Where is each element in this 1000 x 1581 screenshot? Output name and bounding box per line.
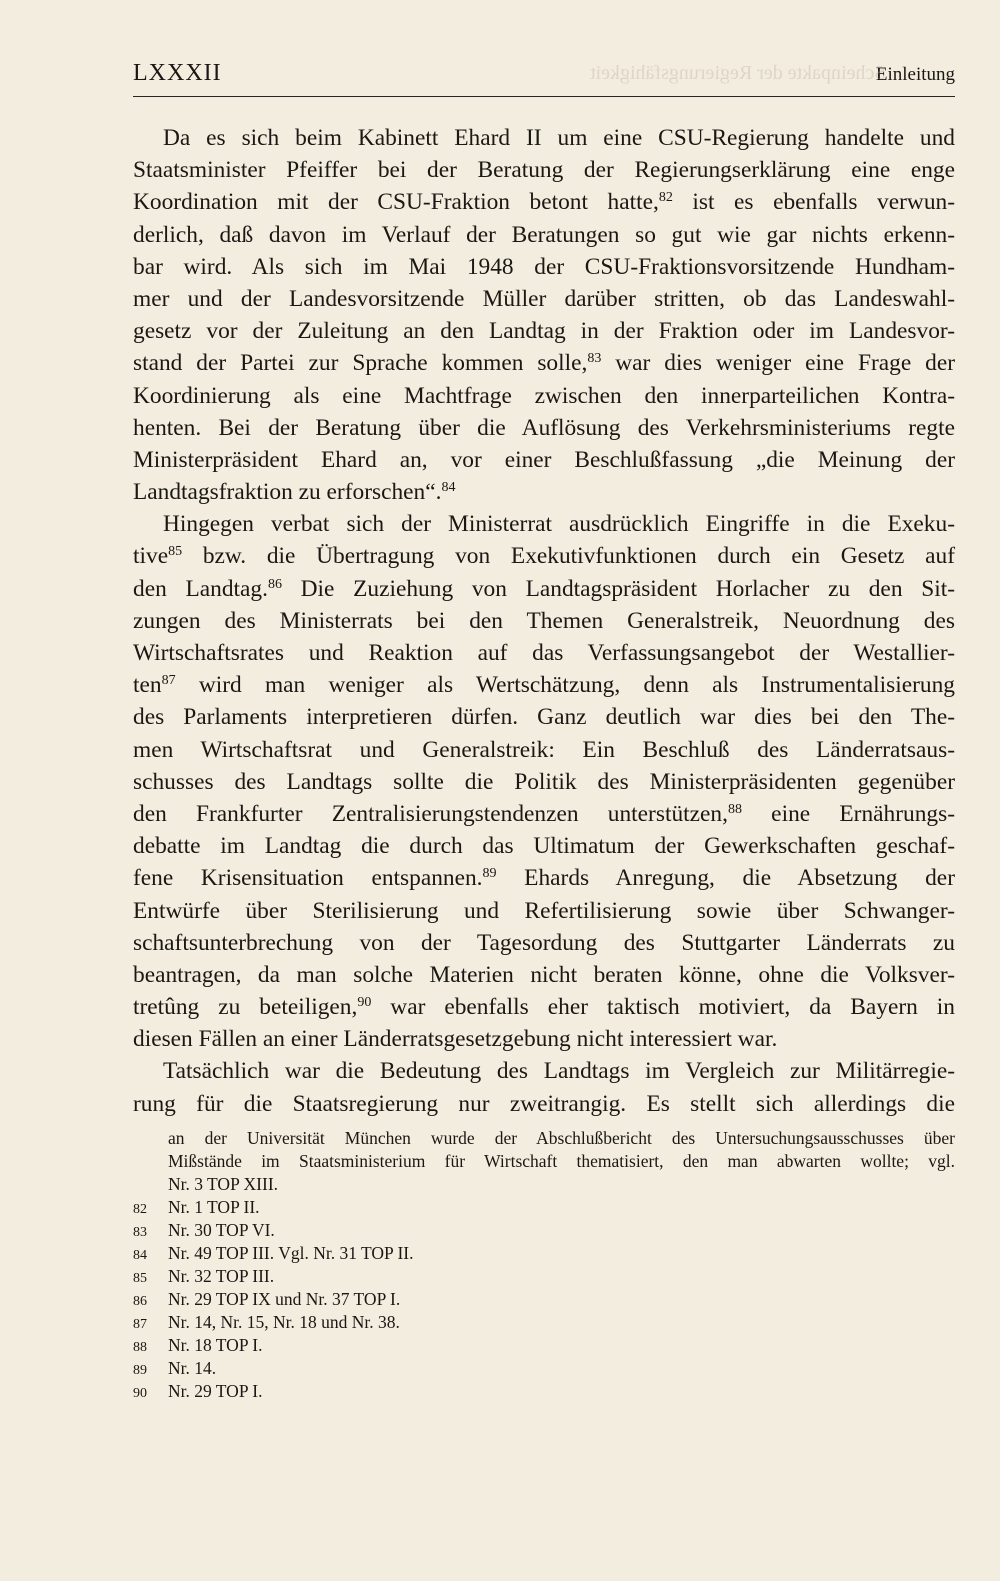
footnote-text: Nr. 14, Nr. 15, Nr. 18 und Nr. 38.	[168, 1312, 400, 1332]
text-line: beantragen, da man solche Materien nicht beraten könne, ohne die Volksver-	[133, 961, 955, 988]
footnote-item	[133, 1196, 955, 1219]
footnote-ref: 86	[267, 576, 282, 592]
text-line: des Parlaments interpretieren dürfen. Ganz deutlich war dies bei den The-	[133, 704, 955, 731]
text-line: Ministerpräsident Ehard an, vor einer Beschlußfassung „die Meinung der	[133, 446, 955, 473]
text-line: Koordinierung als eine Machtfrage zwischen den innerparteilichen Kontra-	[133, 382, 955, 409]
text-line: zungen des Ministerrats bei den Themen Generalstreik, Neuordnung des	[133, 607, 955, 634]
footnote-list	[133, 1196, 955, 1403]
text-line: schaftsunterbrechung von der Tagesordung des Stuttgarter Länderrats zu	[133, 929, 955, 956]
footnote-number: 90	[133, 1386, 147, 1401]
page-number: LXXXII	[133, 60, 222, 86]
text-line: bar wird. Als sich im Mai 1948 der CSU-Fraktionsvorsitzende Hundham-	[133, 253, 955, 280]
footnote-text: Nr. 18 TOP I.	[168, 1335, 263, 1355]
text-line: tive$^{85}$ bzw. die Übertragung von Exekutivfunktionen durch ein Gesetz auf	[133, 543, 955, 570]
footnote-text: Nr. 30 TOP VI.	[168, 1220, 275, 1240]
text-line: den Landtag.$^{86}$ Die Zuziehung von Landtagspräsident Horlacher zu den Sit-	[133, 575, 955, 602]
footnote-line: Nr. 3 TOP XIII.	[168, 1174, 279, 1194]
footnote-line: Mißstände im Staatsministerium für Wirtschaft thematisiert, den man abwarten wollte; vgl.	[168, 1151, 955, 1171]
footnote-item	[133, 1219, 955, 1242]
footnote-ref: 87	[161, 673, 176, 689]
text-line: Entwürfe über Sterilisierung und Refertilisierung sowie über Schwanger-	[133, 897, 955, 924]
footnote-number: 89	[133, 1363, 147, 1378]
footnote-text: Nr. 29 TOP IX und Nr. 37 TOP I.	[168, 1289, 401, 1309]
footnote-ref: 89	[482, 866, 497, 882]
footnote-item	[133, 1242, 955, 1265]
footnote-text: Nr. 49 TOP III. Vgl. Nr. 31 TOP II.	[168, 1243, 414, 1263]
text-line: rung für die Staatsregierung nur zweitrangig. Es stellt sich allerdings die	[133, 1090, 955, 1117]
footnote-number: 82	[133, 1202, 147, 1217]
text-line: fene Krisensituation entspannen.$^{89}$ Ehards Anregung, die Absetzung der	[133, 865, 955, 892]
footnote-item	[133, 1288, 955, 1311]
footnote-item	[133, 1380, 955, 1403]
footnote-item	[133, 1311, 955, 1334]
footnote-item	[133, 1357, 955, 1380]
footnote-number: 88	[133, 1340, 147, 1355]
footnote-number: 85	[133, 1271, 147, 1286]
text-line: schusses des Landtags sollte die Politik des Ministerpräsidenten gegenüber	[133, 768, 955, 795]
text-line: men Wirtschaftsrat und Generalstreik: Ein Beschluß des Länderratsaus-	[133, 736, 955, 763]
footnote-text: Nr. 32 TOP III.	[168, 1266, 275, 1286]
text-line: den Frankfurter Zentralisierungstendenzen unterstützen,$^{88}$ eine Ernährungs-	[133, 800, 955, 827]
text-line: tretûng zu beteiligen,$^{90}$ war ebenfalls eher taktisch motiviert, da Bayern in	[133, 994, 955, 1021]
footnote-ref: 82	[658, 190, 673, 206]
footnote-ref: 84	[441, 480, 456, 496]
text-line: Wirtschaftsrates und Reaktion auf das Verfassungsangebot der Westallier-	[133, 640, 955, 666]
footnotes	[133, 1127, 955, 1403]
footnote-ref: 83	[587, 351, 602, 367]
text-line: Da es sich beim Kabinett Ehard II um eine CSU-Regierung handelte und	[163, 125, 955, 151]
text-line: debatte im Landtag die durch das Ultimatum der Gewerkschaften geschaf-	[133, 833, 955, 860]
footnote-text: Nr. 29 TOP I.	[168, 1381, 263, 1401]
footnote-ref: 88	[727, 801, 742, 817]
footnote-continuation	[133, 1127, 955, 1196]
main-text	[133, 122, 955, 1120]
footnote-line: an der Universität München wurde der Abschlußbericht des Untersuchungsausschusses über	[168, 1128, 955, 1148]
running-title: Einleitung	[875, 64, 955, 85]
text-line: Landtagsfraktion zu erforschen“.$^{84}$	[133, 479, 456, 506]
footnote-text: Nr. 1 TOP II.	[168, 1197, 260, 1217]
footnote-ref: 85	[168, 544, 183, 560]
footnote-ref: 90	[357, 995, 372, 1011]
footnote-item	[133, 1334, 955, 1357]
text-line: derlich, daß davon im Verlauf der Beratungen so gut wie gar nichts erkenn-	[133, 221, 955, 248]
footnote-number: 84	[133, 1248, 147, 1263]
text-line: mer und der Landesvorsitzende Müller darüber stritten, ob das Landeswahl-	[133, 285, 955, 312]
footnote-number: 83	[133, 1225, 147, 1240]
text-line: Tatsächlich war die Bedeutung des Landtags im Vergleich zur Militärregie-	[163, 1058, 955, 1085]
text-line: Koordination mit der CSU-Fraktion betont hatte,$^{82}$ ist es ebenfalls verwun-	[133, 189, 955, 216]
footnote-number: 87	[133, 1317, 147, 1332]
footnote-text: Nr. 14.	[168, 1358, 217, 1378]
footnote-number: 86	[133, 1294, 147, 1309]
text-line: ten$^{87}$ wird man weniger als Wertschätzung, denn als Instrumentalisierung	[133, 672, 955, 699]
text-line: gesetz vor der Zuleitung an den Landtag in der Fraktion oder im Landesvor-	[133, 318, 955, 345]
text-line: stand der Partei zur Sprache kommen solle,$^{83}$ war dies weniger eine Frage der	[133, 350, 955, 377]
text-line: Staatsminister Pfeiffer bei der Beratung der Regierungserklärung eine enge	[133, 157, 955, 184]
text-line: diesen Fällen an einer Länderratsgesetzgebung nicht interessiert war.	[133, 1026, 778, 1053]
text-line: henten. Bei der Beratung über die Auflösung des Verkehrsministeriums regte	[133, 414, 955, 441]
bleed-through-text: Scheinpakte der Regierungsfähigkeit	[590, 62, 886, 84]
footnote-item	[133, 1265, 955, 1288]
text-line: Hingegen verbat sich der Ministerrat ausdrücklich Eingriffe in die Exeku-	[163, 511, 955, 538]
